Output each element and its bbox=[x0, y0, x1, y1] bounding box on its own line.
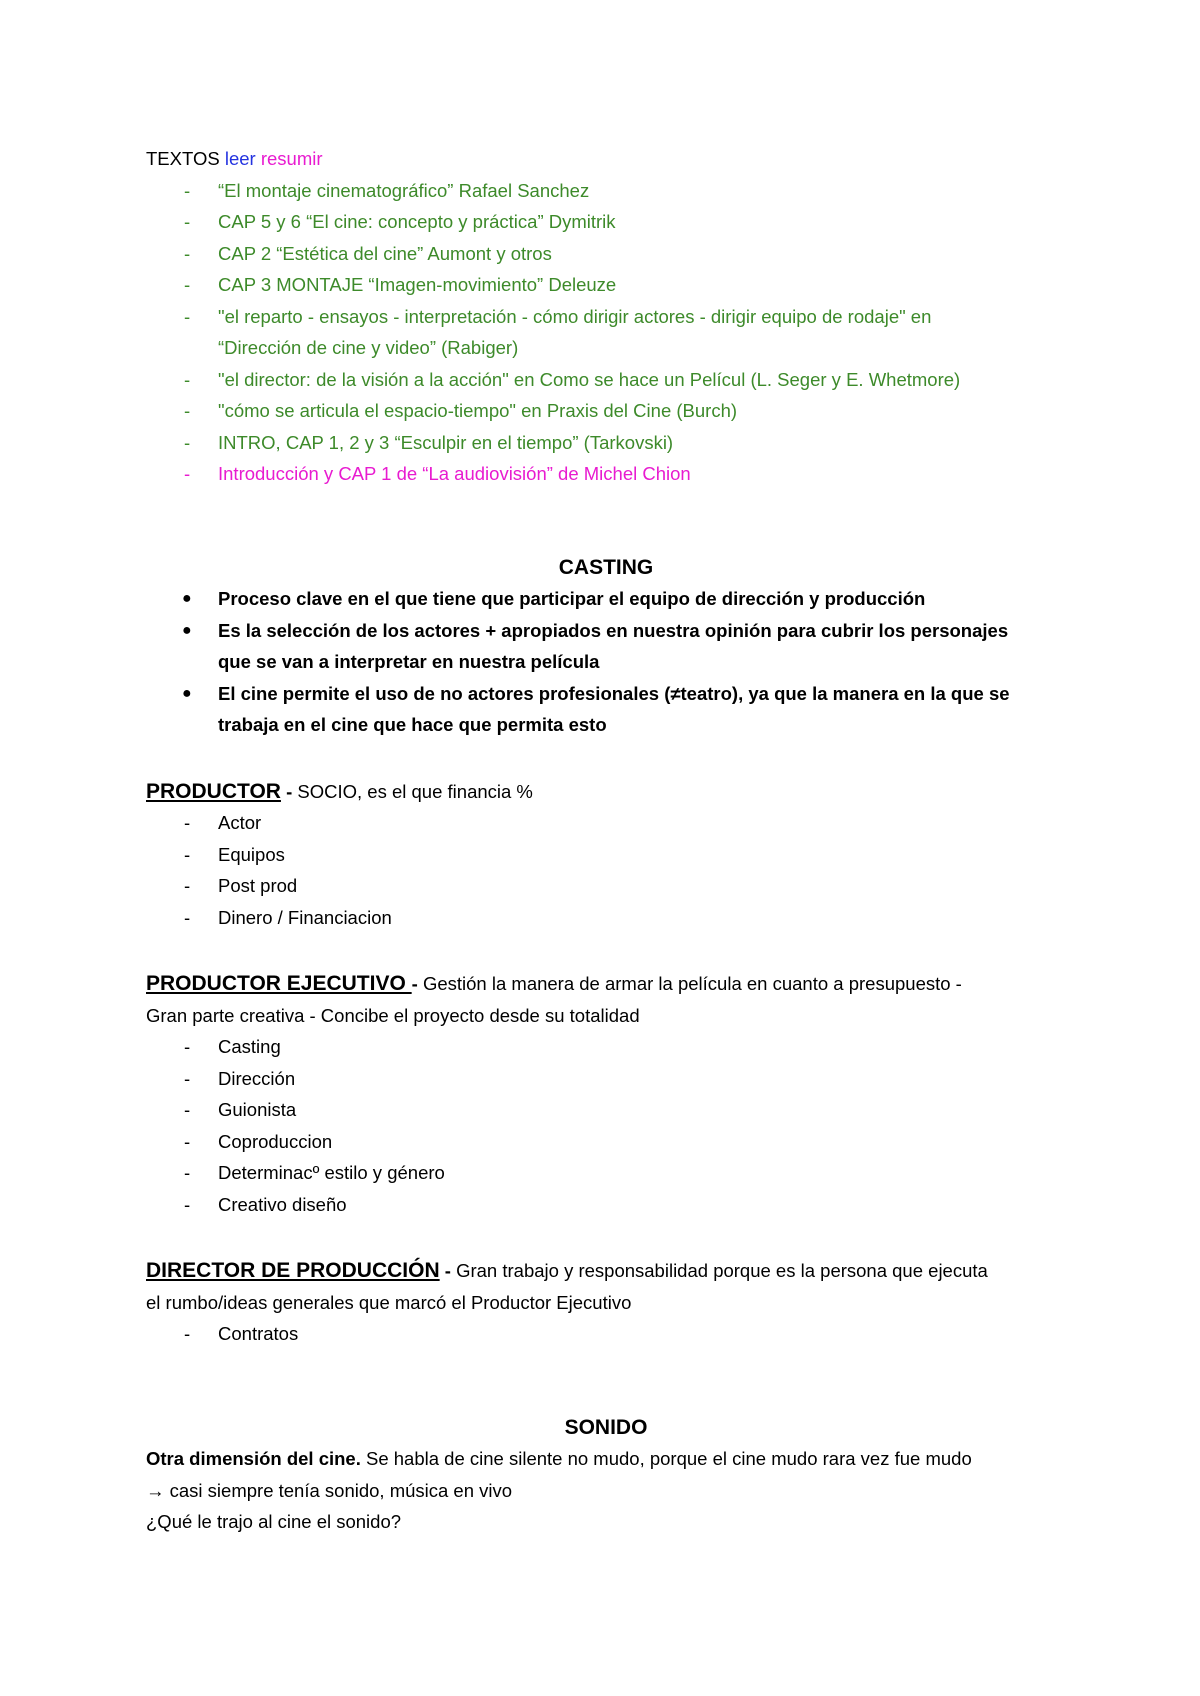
bullet-icon: ● bbox=[182, 590, 192, 607]
productor-ejecutivo-line: PRODUCTOR EJECUTIVO - Gestión la manera de armar la película en cuanto a presupuesto - bbox=[146, 972, 962, 995]
bullet-icon: ● bbox=[182, 684, 192, 702]
director-produccion-list bbox=[146, 1318, 1066, 1350]
textos-resumir: resumir bbox=[260, 148, 323, 169]
director-produccion-desc: Gran trabajo y responsabilidad porque es la persona que ejecuta bbox=[456, 1260, 988, 1281]
productor-desc: SOCIO, es el que financia % bbox=[297, 780, 533, 802]
list-item: - INTRO, CAP 1, 2 y 3 “Esculpir en el tiempo” (Tarkovski) bbox=[184, 431, 674, 453]
list-item: - "el reparto - ensayos - interpretación - cómo dirigir actores - dirigir equipo de rodaje" en “Dirección de cine y video” (Rabiger) bbox=[184, 305, 932, 358]
productor-line: PRODUCTOR - SOCIO, es el que financia % bbox=[146, 779, 533, 803]
sonido-line-2: → casi siempre tenía sonido, música en vivo bbox=[146, 1479, 513, 1501]
textos-list bbox=[146, 175, 1066, 490]
casting-bullets bbox=[146, 583, 1066, 741]
list-item: ● Es la selección de los actores + apropiados en nuestra opinión para cubrir los personajes que se van a interpretar en nuestra película bbox=[146, 615, 1066, 678]
list-item: - Guionista bbox=[184, 1099, 297, 1120]
sonido-line-1: Otra dimensión del cine. Se habla de cine silente no mudo, porque el cine mudo rara vez fue mudo bbox=[146, 1448, 972, 1469]
list-item: ● El cine permite el uso de no actores profesionales (≠teatro), ya que la manera en la que se trabaja en el cine que hace que permita esto bbox=[146, 678, 1066, 741]
productor-ejecutivo-desc-2: Gran parte creativa - Concibe el proyecto desde su totalidad bbox=[146, 1004, 640, 1026]
list-item: ● Proceso clave en el que tiene que participar el equipo de dirección y producción bbox=[146, 583, 1066, 615]
list-item: - Creativo diseño bbox=[184, 1193, 347, 1215]
list-item: - CAP 3 MONTAJE “Imagen-movimiento” Deleuze bbox=[184, 274, 617, 295]
list-item: - CAP 2 “Estética del cine” Aumont y otros bbox=[184, 242, 552, 264]
list-item: - Coproduccion bbox=[184, 1130, 333, 1152]
list-item: - Dinero / Financiacion bbox=[184, 906, 392, 928]
list-item: - CAP 5 y 6 “El cine: concepto y práctica” Dymitrik bbox=[184, 211, 616, 232]
productor-ejecutivo-list bbox=[146, 1031, 1066, 1220]
textos-header bbox=[146, 143, 1066, 175]
productor-title: PRODUCTOR bbox=[146, 779, 281, 803]
list-item: - Equipos bbox=[184, 843, 285, 865]
list-item: - Actor bbox=[184, 812, 262, 833]
director-produccion-desc-2: el rumbo/ideas generales que marcó el Productor Ejecutivo bbox=[146, 1291, 632, 1313]
list-item: - "el director: de la visión a la acción" en Como se hace un Películ (L. Seger y E. Whetmore) bbox=[184, 368, 961, 390]
casting-heading: CASTING bbox=[558, 555, 654, 579]
productor-list bbox=[146, 807, 1066, 933]
sonido-heading: SONIDO bbox=[564, 1415, 648, 1439]
list-item: - Dirección bbox=[184, 1067, 296, 1089]
list-item: - "cómo se articula el espacio-tiempo" en Praxis del Cine (Burch) bbox=[184, 400, 738, 421]
list-item: - Determinacº estilo y género bbox=[184, 1162, 445, 1183]
document-body bbox=[146, 143, 1066, 1538]
sonido-line-3: ¿Qué le trajo al cine el sonido? bbox=[146, 1511, 402, 1532]
list-item: - Contratos bbox=[184, 1323, 299, 1344]
director-produccion-line: DIRECTOR DE PRODUCCIÓN - Gran trabajo y responsabilidad porque es la persona que ejecuta bbox=[146, 1259, 988, 1282]
list-item: - “El montaje cinematográfico” Rafael Sanchez bbox=[184, 179, 590, 201]
sonido-lead: Otra dimensión del cine. bbox=[146, 1448, 361, 1469]
productor-ejecutivo-title: PRODUCTOR EJECUTIVO bbox=[146, 972, 412, 995]
list-item: - Introducción y CAP 1 de “La audiovisión” de Michel Chion bbox=[184, 463, 691, 484]
list-item: - Casting bbox=[184, 1036, 281, 1057]
textos-leer: leer bbox=[224, 148, 256, 169]
list-item: - Post prod bbox=[184, 875, 298, 896]
productor-ejecutivo-desc: Gestión la manera de armar la película en cuanto a presupuesto - bbox=[422, 973, 962, 994]
textos-title: TEXTOS bbox=[146, 148, 220, 169]
director-produccion-title: DIRECTOR DE PRODUCCIÓN bbox=[146, 1259, 440, 1282]
bullet-icon: ● bbox=[182, 621, 192, 639]
